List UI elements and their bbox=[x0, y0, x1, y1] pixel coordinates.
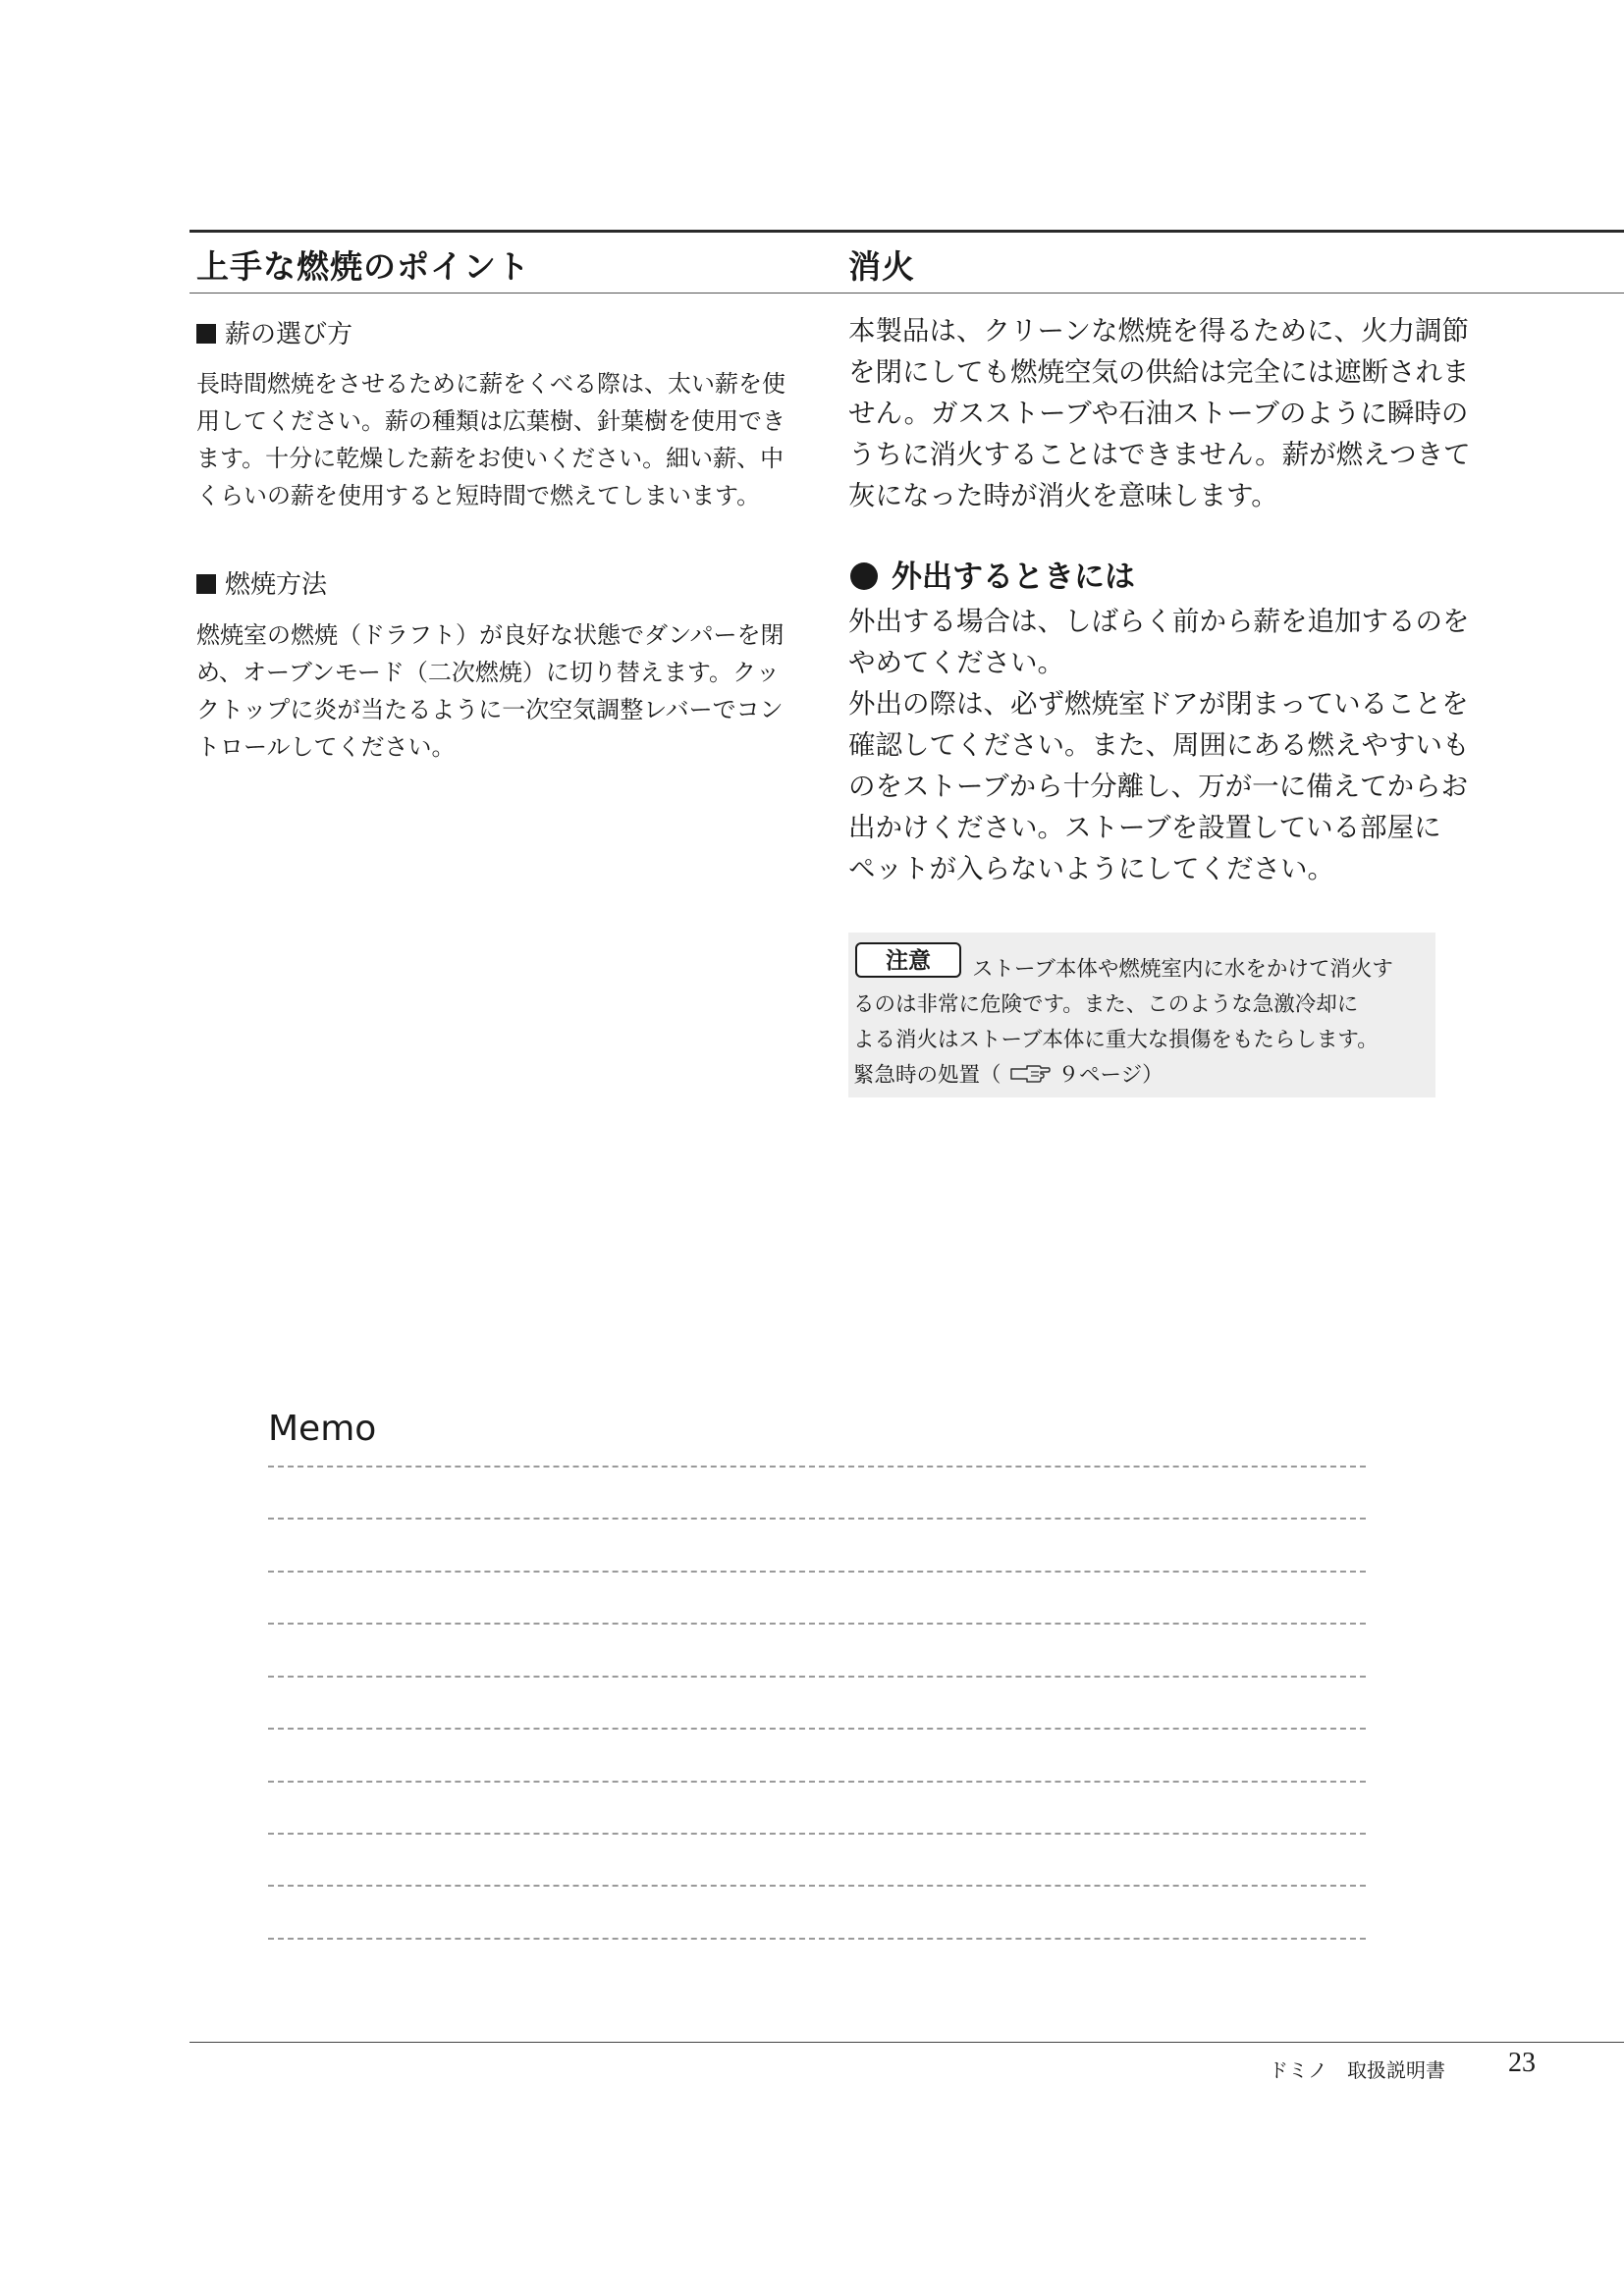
page-reference: 緊急時の処置（ ９ページ） bbox=[853, 1058, 1431, 1096]
text-line: 確認してください。また、周囲にある燃えやすいも bbox=[848, 729, 1470, 761]
text-line: め、オーブンモード（二次燃焼）に切り替えます。クッ bbox=[196, 659, 780, 686]
caution-line: ストーブ本体や燃焼室内に水をかけて消火す bbox=[972, 957, 1393, 982]
memo-writing-line bbox=[268, 1466, 1366, 1468]
text-line: トロールしてください。 bbox=[196, 733, 456, 761]
footer-document-title: ドミノ 取扱説明書 bbox=[1269, 2058, 1445, 2082]
footer-rule bbox=[189, 2042, 1624, 2043]
memo-writing-line bbox=[268, 1885, 1366, 1887]
memo-writing-line bbox=[268, 1518, 1366, 1520]
text-line: クトップに炎が当たるように一次空気調整レバーでコン bbox=[196, 696, 784, 723]
text-line: ペットが入らないようにしてください。 bbox=[848, 853, 1334, 884]
text-line: 用してください。薪の種類は広葉樹、針葉樹を使用でき bbox=[196, 407, 785, 435]
heading-underline bbox=[189, 293, 1624, 294]
subheading-going-out: 外出するときには bbox=[850, 552, 1135, 596]
left-section-heading: 上手な燃焼のポイント bbox=[196, 247, 530, 286]
memo-writing-line bbox=[268, 1833, 1366, 1835]
paragraph-combustion-method bbox=[196, 616, 785, 766]
text-line: 外出の際は、必ず燃焼室ドアが閉まっていることを bbox=[848, 688, 1469, 720]
memo-writing-line bbox=[268, 1571, 1366, 1573]
top-rule bbox=[189, 230, 1624, 233]
paragraph-going-out bbox=[848, 601, 1624, 889]
memo-writing-line bbox=[268, 1938, 1366, 1940]
memo-writing-line bbox=[268, 1728, 1366, 1730]
square-bullet-icon bbox=[196, 324, 216, 344]
subheading-firewood-selection: 薪の選び方 bbox=[196, 314, 352, 350]
pointing-hand-icon bbox=[1009, 1061, 1051, 1096]
memo-writing-line bbox=[268, 1676, 1366, 1678]
text-line: 長時間燃焼をさせるために薪をくべる際は、太い薪を使 bbox=[196, 370, 785, 398]
text-line: くらいの薪を使用すると短時間で燃えてしまいます。 bbox=[196, 482, 761, 509]
caution-line: るのは非常に危険です。また、このような急激冷却に bbox=[853, 992, 1359, 1017]
memo-title: Memo bbox=[268, 1409, 377, 1449]
text-line: 出かけください。ストーブを設置している部屋に bbox=[848, 812, 1441, 843]
caution-line: よる消火はストーブ本体に重大な損傷をもたらします。 bbox=[853, 1028, 1379, 1052]
text-line: やめてください。 bbox=[848, 647, 1064, 678]
text-line: 燃焼室の燃焼（ドラフト）が良好な状態でダンパーを閉 bbox=[196, 621, 785, 649]
text-line: を閉にしても燃焼空気の供給は完全には遮断されま bbox=[848, 356, 1470, 388]
right-section-heading: 消火 bbox=[848, 247, 915, 286]
caution-box bbox=[848, 933, 1435, 1097]
text-line: 外出する場合は、しばらく前から薪を追加するのを bbox=[848, 606, 1470, 637]
caution-text bbox=[853, 952, 1431, 1096]
text-line: 灰になった時が消火を意味します。 bbox=[848, 480, 1278, 511]
text-line: 本製品は、クリーンな燃焼を得るために、火力調節 bbox=[848, 315, 1469, 347]
text-line: せん。ガスストーブや石油ストーブのように瞬時の bbox=[848, 398, 1469, 429]
memo-writing-line bbox=[268, 1623, 1366, 1625]
text-line: のをストーブから十分離し、万が一に備えてからお bbox=[848, 771, 1469, 802]
circle-bullet-icon bbox=[850, 562, 878, 590]
paragraph-extinguishing bbox=[848, 310, 1624, 516]
subheading-combustion-method: 燃焼方法 bbox=[196, 564, 327, 601]
paragraph-firewood-selection bbox=[196, 365, 785, 514]
text-line: ます。十分に乾燥した薪をお使いください。細い薪、中 bbox=[196, 445, 785, 472]
page-number: 23 bbox=[1508, 2048, 1536, 2078]
caution-badge: 注意 bbox=[855, 942, 961, 978]
memo-writing-line bbox=[268, 1781, 1366, 1783]
square-bullet-icon bbox=[196, 574, 216, 594]
text-line: うちに消火することはできません。薪が燃えつきて bbox=[848, 439, 1471, 470]
